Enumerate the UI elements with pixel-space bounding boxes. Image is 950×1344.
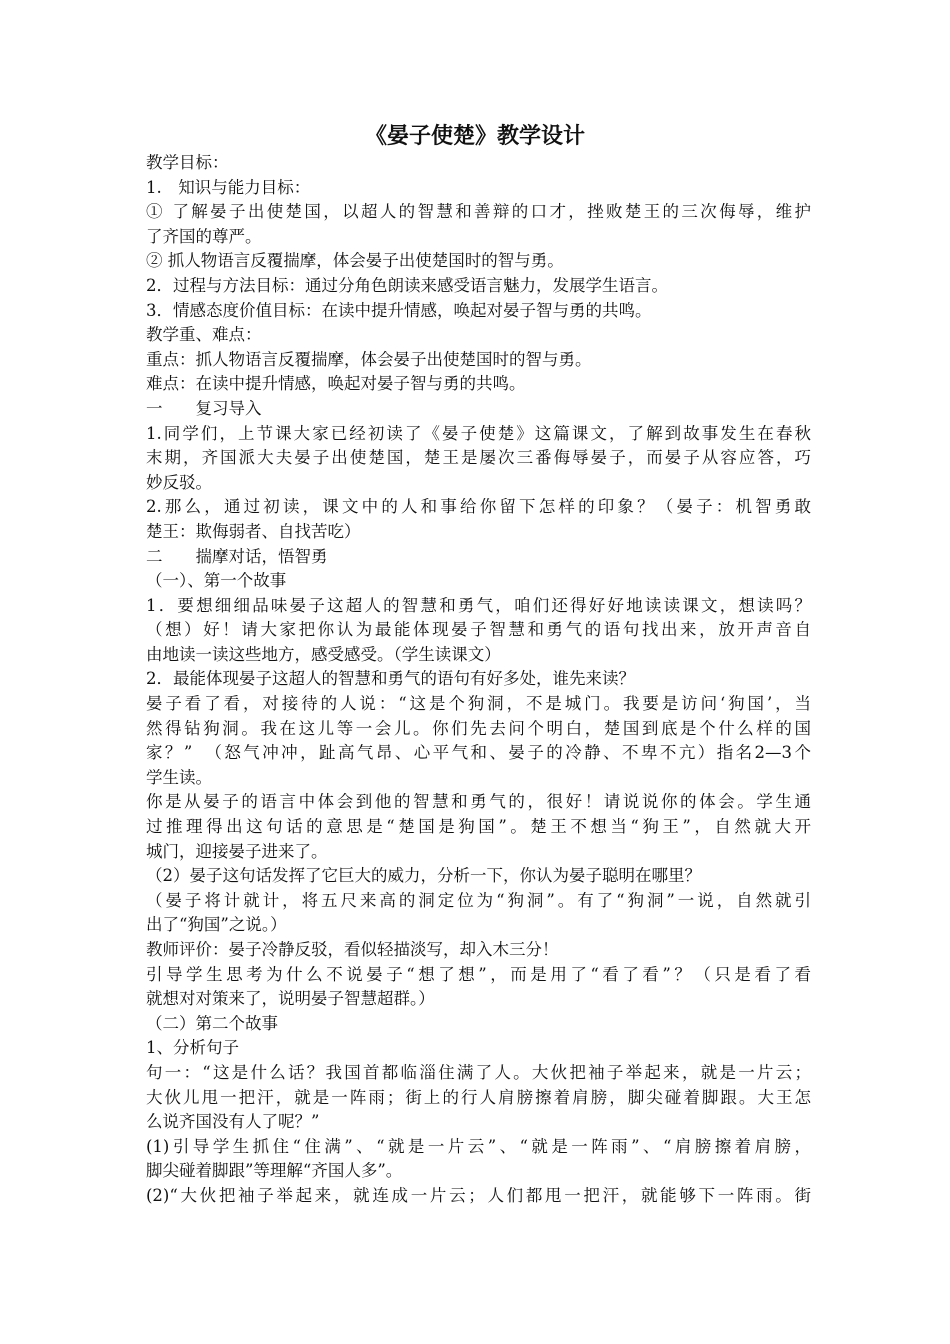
text-line: （想）好！请大家把你认为最能体现晏子智慧和勇气的语句找出来，放开声音自 [146,620,811,640]
text-line: 了齐国的尊严。 [146,226,262,246]
text-line: 学生读。 [146,767,212,787]
text-line: 一 复习导入 [146,398,262,418]
text-line: （晏子将计就计，将五尺来高的洞定位为“狗洞”。有了“狗洞”一说，自然就引 [146,890,811,910]
text-line: 么说齐国没有人了呢？” [146,1112,320,1132]
text-line: 句一：“这是什么话？我国首都临淄住满了人。大伙把袖子举起来，就是一片云； [146,1062,811,1082]
text-line: 1．要想细细品味晏子这超人的智慧和勇气，咱们还得好好地读读课文，想读吗？ [146,595,811,615]
text-line: 教学目标： [146,153,229,172]
text-line: 大伙儿甩一把汗，就是一阵雨；街上的行人肩膀擦着肩膀，脚尖碰着脚跟。大王怎 [146,1087,811,1107]
text-line: 教师评价：晏子冷静反驳，看似轻描淡写，却入木三分！ [146,940,559,959]
text-line: 城门，迎接晏子进来了。 [146,841,328,861]
text-line: 2.那么，通过初读，课文中的人和事给你留下怎样的印象？（晏子：机智勇敢 [146,497,811,517]
text-line: 你是从晏子的语言中体会到他的智慧和勇气的，很好！请说说你的体会。学生通 [146,792,811,812]
text-line: (1)引导学生抓住“住满”、“就是一片云”、“就是一阵雨”、“肩膀擦着肩膀， [146,1136,811,1156]
text-line: 难点：在读中提升情感，唤起对晏子智与勇的共鸣。 [146,374,526,394]
text-line: (2)“大伙把袖子举起来，就连成一片云；人们都甩一把汗，就能够下一阵雨。街 [146,1185,811,1205]
text-line: 就想对对策来了，说明晏子智慧超群。） [146,989,435,1009]
text-line: 1. 知识与能力目标： [146,177,311,197]
document-body [146,151,811,1209]
text-line: 重点：抓人物语言反覆揣摩，体会晏子出使楚国时的智与勇。 [146,349,592,369]
text-line: 然得钻狗洞。我在这儿等一会儿。你们先去问个明白，楚国到底是个什么样的国 [146,718,811,738]
text-line: 1.同学们，上节课大家已经初读了《晏子使楚》这篇课文，了解到故事发生在春秋 [146,423,811,443]
text-line: （二）第二个故事 [146,1013,278,1033]
text-line: 教学重、难点： [146,325,262,345]
text-line: 2．过程与方法目标：通过分角色朗读来感受语言魅力，发展学生语言。 [146,275,668,295]
text-line: 出了“狗国”之说。） [146,915,287,935]
text-line: ② 抓人物语言反覆揣摩，体会晏子出使楚国时的智与勇。 [146,251,564,271]
text-line: 妙反驳。 [146,472,212,492]
document-title: 《晏子使楚》教学设计 [364,124,585,149]
text-line: 3．情感态度价值目标：在读中提升情感，唤起对晏子智与勇的共鸣。 [146,300,652,320]
text-line: 1、分析句子 [146,1038,239,1058]
text-line: 2．最能体现晏子这超人的智慧和勇气的语句有好多处，谁先来读？ [146,669,635,689]
text-line: 过推理得出这句话的意思是“楚国是狗国”。楚王不想当“狗王”，自然就大开 [146,817,811,837]
text-line: 晏子看了看，对接待的人说：“这是个狗洞，不是城门。我要是访问‘狗国’，当 [146,694,811,714]
text-line: 末期，齐国派大夫晏子出使楚国，楚王是屡次三番侮辱晏子，而晏子从容应答，巧 [146,448,811,468]
text-line: （一）、第一个故事 [146,571,287,591]
text-line: 家？” （怒气冲冲，趾高气昂、心平气和、晏子的冷静、不卑不亢）指名2—3个 [146,743,811,763]
text-line: ① 了解晏子出使楚国，以超人的智慧和善辩的口才，挫败楚王的三次侮辱，维护 [146,202,811,222]
text-line: 由地读一读这些地方，感受感受。（学生读课文） [146,644,501,664]
text-line: 脚尖碰着脚跟”等理解“齐国人多”。 [146,1161,403,1181]
text-line: （2）晏子这句话发挥了它巨大的威力，分析一下，你认为晏子聪明在哪里？ [146,866,701,886]
text-line: 二 揣摩对话，悟智勇 [146,546,328,566]
text-line: 楚王：欺侮弱者、自找苦吃） [146,521,361,541]
text-line: 引导学生思考为什么不说晏子“想了想”，而是用了“看了看”？（只是看了看 [146,964,811,984]
